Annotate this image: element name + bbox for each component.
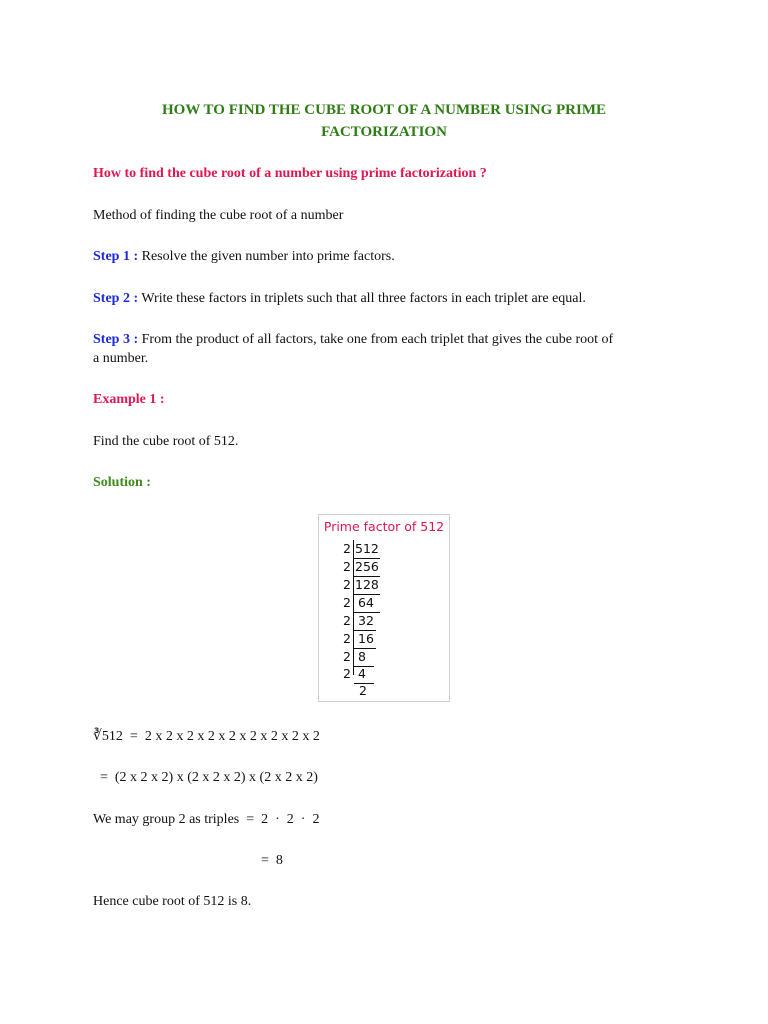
step-3-label: Step 3 : — [93, 332, 139, 347]
step-3 — [93, 330, 613, 349]
step-1-text: Resolve the given number into prime factors. — [141, 249, 395, 264]
divisor: 2 — [343, 666, 351, 681]
method-text: Method of finding the cube root of a number — [93, 208, 344, 223]
dividend: 8 — [358, 649, 366, 664]
step-2-text: Write these factors in triplets such that all three factors in each triplet are equal. — [141, 291, 586, 306]
example-heading: Example 1 : — [93, 392, 165, 407]
step-1 — [93, 247, 395, 266]
divisor: 2 — [343, 649, 351, 664]
step-2 — [93, 289, 586, 308]
division-row — [319, 666, 449, 684]
step-2-label: Step 2 : — [93, 291, 139, 306]
step-3-text-line-1: From the product of all factors, take one from each triplet that gives the cube root of — [141, 332, 614, 347]
division-row — [319, 613, 449, 631]
prime-factor-figure — [318, 514, 450, 702]
division-row — [319, 559, 449, 577]
step-3-text-line-2: a number. — [93, 351, 149, 366]
division-row — [319, 541, 449, 559]
divisor: 2 — [343, 541, 351, 556]
divisor: 2 — [343, 595, 351, 610]
step-1-label: Step 1 : — [93, 249, 139, 264]
work-line-4: = 8 — [261, 853, 283, 868]
dividend: 32 — [358, 613, 374, 628]
divisor: 2 — [343, 577, 351, 592]
conclusion-text: Hence cube root of 512 is 8. — [93, 894, 252, 909]
page-title — [0, 99, 768, 143]
dividend: 16 — [358, 631, 374, 646]
dividend: 512 — [355, 541, 379, 556]
division-row — [319, 577, 449, 595]
division-row — [319, 649, 449, 667]
division-row — [319, 595, 449, 613]
work-line-2: = (2 x 2 x 2) x (2 x 2 x 2) x (2 x 2 x 2) — [100, 770, 318, 785]
solution-heading: Solution : — [93, 475, 151, 490]
divisor: 2 — [343, 613, 351, 628]
dividend: 128 — [355, 577, 379, 592]
divisor: 2 — [343, 631, 351, 646]
dividend: 64 — [358, 595, 374, 610]
title-line-2: FACTORIZATION — [321, 124, 447, 140]
example-question: Find the cube root of 512. — [93, 434, 239, 449]
dividend: 4 — [358, 666, 366, 681]
work-line-3: We may group 2 as triples = 2 · 2 · 2 — [93, 812, 320, 827]
division-row — [319, 631, 449, 649]
divisor: 2 — [343, 559, 351, 574]
dividend: 256 — [355, 559, 379, 574]
work-line-1: ∛512 = 2 x 2 x 2 x 2 x 2 x 2 x 2 x 2 x 2 — [93, 729, 320, 744]
figure-title: Prime factor of 512 — [323, 519, 445, 534]
title-line-1: HOW TO FIND THE CUBE ROOT OF A NUMBER USING PRIME — [162, 102, 606, 118]
question-heading: How to find the cube root of a number using prime factorization ? — [93, 166, 487, 181]
quotient: 2 — [359, 683, 367, 698]
